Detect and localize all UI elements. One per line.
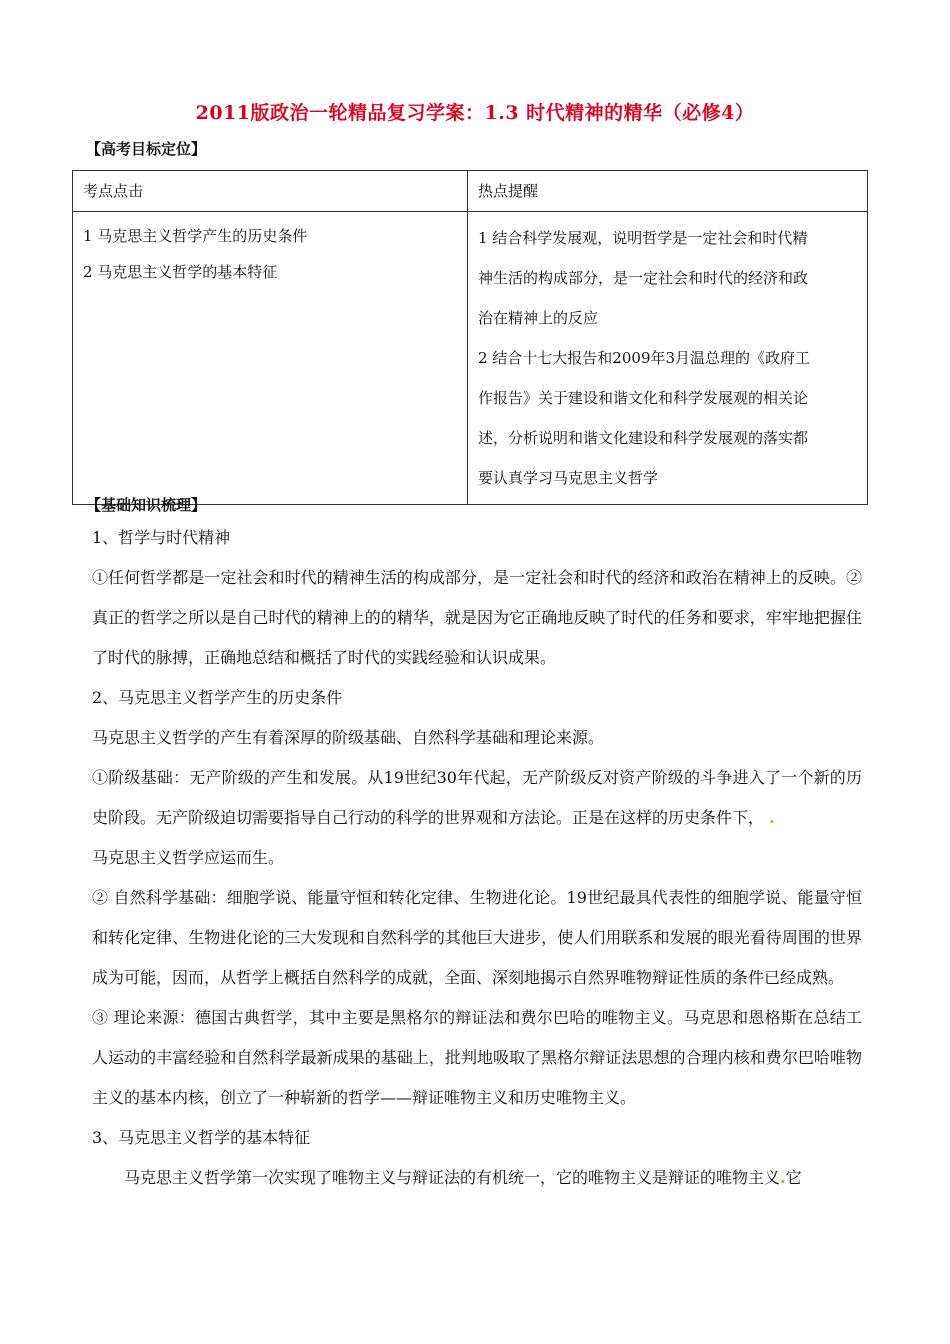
list-item: 2 马克思主义哲学的基本特征 — [83, 263, 278, 281]
table-cell-topics — [73, 212, 468, 505]
paragraph: ② 自然科学基础：细胞学说、能量守恒和转化定律、生物进化论。19世纪最具代表性的细胞学说、能量守恒和转化定律、生物进化论的三大发现和自然科学的其他巨大进步，使人们用联系和发展的眼光看待周围的世界成为可能，因而，从哲学上概括自然科学的成就，全面、深刻地揭示自然界唯物辩证性质的条件已经成熟。 — [92, 888, 862, 987]
list-item: 2 结合十七大报告和2009年3月温总理的《政府工 — [478, 349, 811, 367]
table-header-row — [73, 171, 868, 212]
paragraph: 马克思主义哲学应运而生。 — [92, 848, 285, 867]
table-header-cell: 热点提醒 — [468, 171, 868, 212]
paragraph-text: 马克思主义哲学第一次实现了唯物主义与辩证法的有机统一，它的唯物主义是辩证的唯物主义 — [124, 1168, 781, 1187]
exam-goals-table — [72, 170, 868, 505]
list-item: 作报告》关于建设和谐文化和科学发展观的相关论 — [478, 389, 809, 407]
mark: . — [780, 1168, 786, 1187]
list-item: 1 马克思主义哲学产生的历史条件 — [83, 227, 308, 245]
section-heading-basics: 【基础知识梳理】 — [86, 496, 207, 514]
paragraph: ①任何哲学都是一定社会和时代的精神生活的构成部分，是一定社会和时代的经济和政治在精神上的反映。②真正的哲学之所以是自己时代的精神上的的精华，就是因为它正确地反映了时代的任务和要求，牢牢地把握住了时代的脉搏，正确地总结和概括了时代的实践经验和认识成果。 — [92, 568, 862, 667]
list-item: 述，分析说明和谐文化建设和科学发展观的落实都 — [478, 429, 809, 447]
document-body — [92, 518, 862, 1198]
paragraph — [92, 758, 862, 838]
list-item: 1 结合科学发展观，说明哲学是一定社会和时代精 — [478, 229, 808, 247]
paragraph-text: 它 — [785, 1168, 802, 1187]
list-item: 神生活的构成部分，是一定社会和时代的经济和政 — [478, 269, 809, 287]
table-cell-hotspots — [468, 212, 868, 505]
subheading: 3、马克思主义哲学的基本特征 — [92, 1128, 311, 1147]
table-row — [73, 212, 868, 505]
paragraph: 马克思主义哲学的产生有着深厚的阶级基础、自然科学基础和理论来源。 — [92, 728, 605, 747]
mark: . — [769, 808, 775, 827]
paragraph — [92, 1158, 862, 1198]
paragraph: ③ 理论来源：德国古典哲学，其中主要是黑格尔的辩证法和费尔巴哈的唯物主义。马克思和恩格斯在总结工人运动的丰富经验和自然科学最新成果的基础上，批判地吸取了黑格尔辩证法思想的合理内核和费尔巴哈唯物主义的基本内核，创立了一种崭新的哲学——辩证唯物主义和历史唯物主义。 — [92, 1008, 862, 1107]
list-item: 治在精神上的反应 — [478, 309, 599, 327]
paragraph-text: ①阶级基础：无产阶级的产生和发展。从19世纪30年代起，无产阶级反对资产阶级的斗争进入了一个新的历史阶段。无产阶级迫切需要指导自己行动的科学的世界观和方法论。正是在这样的历史条件下， — [92, 768, 862, 827]
subheading: 2、马克思主义哲学产生的历史条件 — [92, 688, 343, 707]
subheading: 1、哲学与时代精神 — [92, 528, 231, 547]
document-title: 2011版政治一轮精品复习学案：1.3 时代精神的精华（必修4） — [195, 102, 755, 124]
list-item: 要认真学习马克思主义哲学 — [478, 469, 659, 487]
table-header-cell: 考点点击 — [73, 171, 468, 212]
section-heading-goals: 【高考目标定位】 — [86, 140, 207, 158]
